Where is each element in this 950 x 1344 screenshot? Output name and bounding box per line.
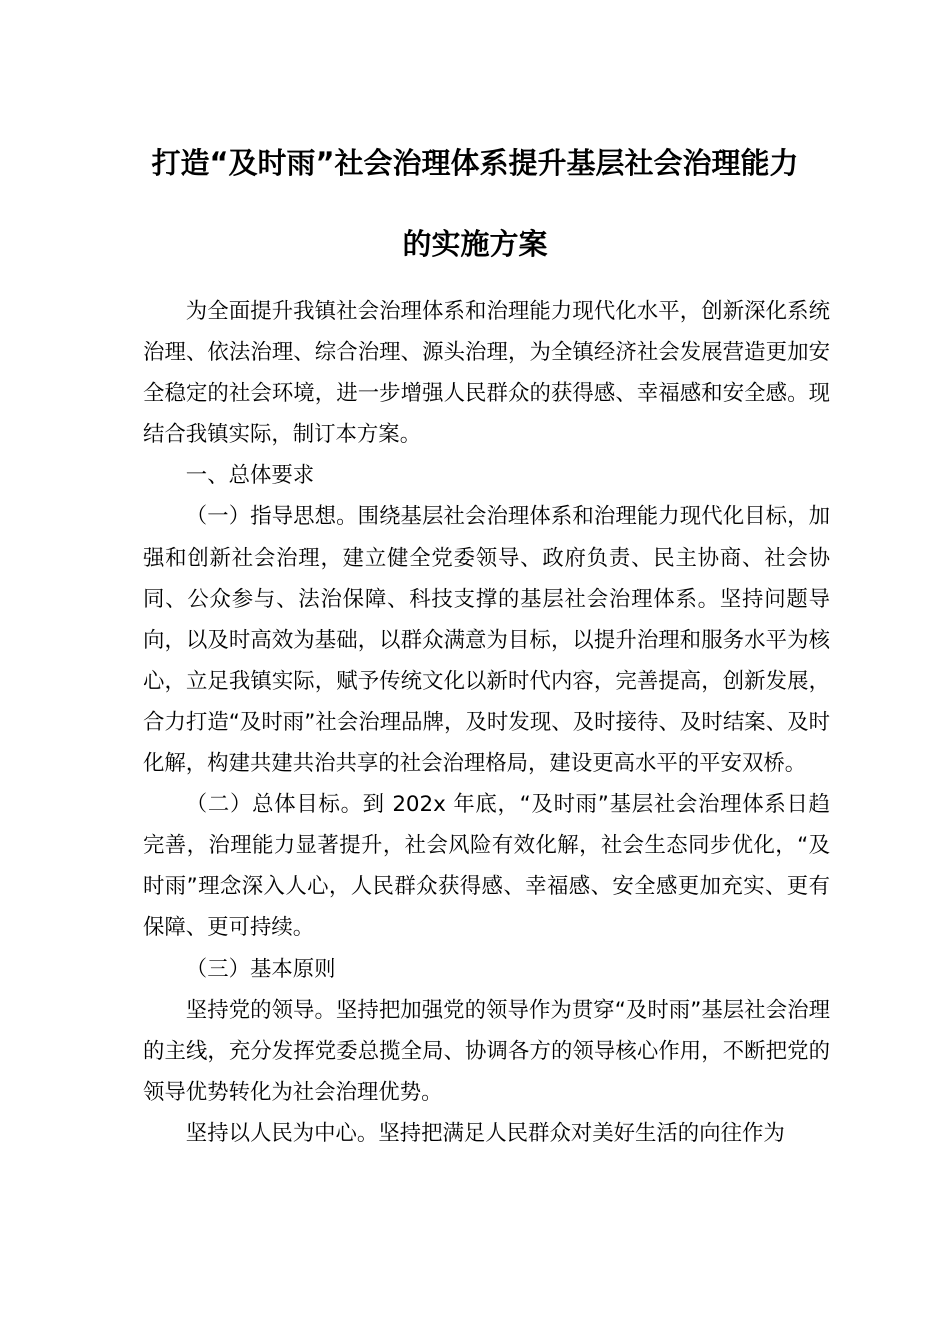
section-heading-general-requirements: 一、总体要求 [185,463,315,489]
document-body [143,291,830,1154]
subheading-basic-principles: （三）基本原则 [185,956,336,982]
document-title-line-1: 打造“及时雨”社会治理体系提升基层社会治理能力 [151,146,799,180]
paragraph-guiding-ideology: （一）指导思想。围绕基层社会治理体系和治理能力现代化目标，加强和创新社会治理，建立健全党委领导、政府负责、民主协商、社会协同、公众参与、法治保障、科技支撑的基层社会治理体系。坚持问题导向，以及时高效为基础，以群众满意为目标，以提升治理和服务水平为核心，立足我镇实际，赋予传统文化以新时代内容，完善提高，创新发展，合力打造“及时雨”社会治理品牌，及时发现、及时接待、及时结案、及时化解，构建共建共治共享的社会治理格局，建设更高水平的平安双桥。 [143,504,830,777]
paragraph-party-leadership: 坚持党的领导。坚持把加强党的领导作为贯穿“及时雨”基层社会治理的主线，充分发挥党委总揽全局、协调各方的领导核心作用，不断把党的领导优势转化为社会治理优势。 [143,997,830,1105]
paragraph-overall-goal: （二）总体目标。到 202x 年底，“及时雨”基层社会治理体系日趋完善，治理能力显著提升，社会风险有效化解，社会生态同步优化，“及时雨”理念深入人心，人民群众获得感、幸福感、安全感更加充实、更有保障、更可持续。 [143,792,830,941]
paragraph-people-centered: 坚持以人民为中心。坚持把满足人民群众对美好生活的向往作为 [185,1120,785,1146]
document-title-line-2: 的实施方案 [402,227,548,261]
intro-paragraph: 为全面提升我镇社会治理体系和治理能力现代化水平，创新深化系统治理、依法治理、综合治理、源头治理，为全镇经济社会发展营造更加安全稳定的社会环境，进一步增强人民群众的获得感、幸福感和安全感。现结合我镇实际，制订本方案。 [143,299,830,448]
